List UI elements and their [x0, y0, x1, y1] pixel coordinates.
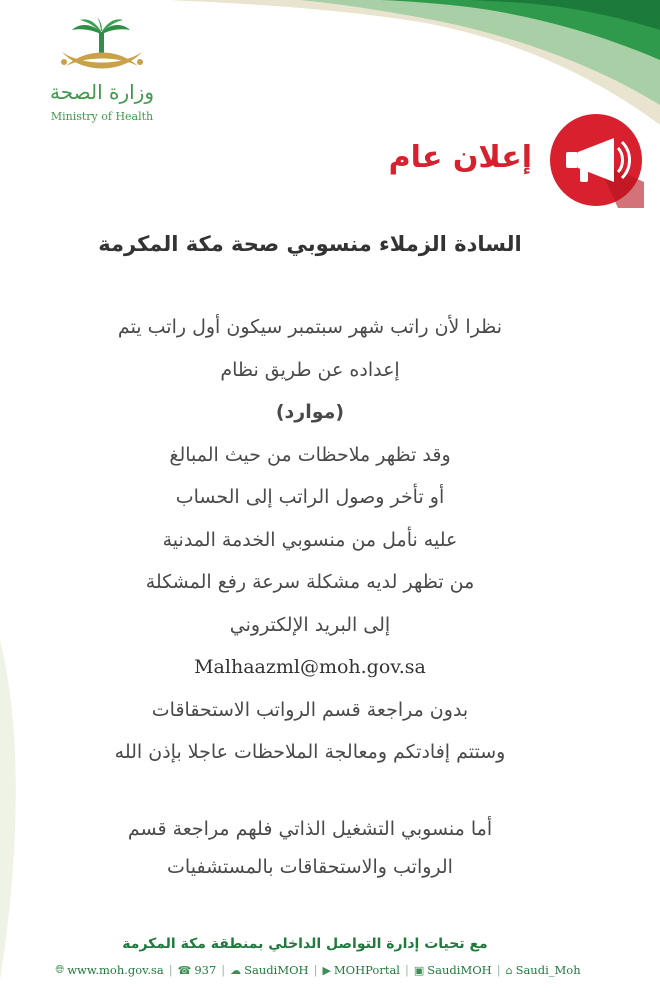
snapchat-label: Saudi_Moh	[515, 963, 581, 977]
closing-note	[0, 810, 620, 886]
body-line-8: إلى البريد الإلكتروني	[229, 613, 391, 636]
phone-icon: ☎	[177, 963, 192, 977]
youtube-label: MOHPortal	[333, 963, 400, 977]
announcement-body	[0, 306, 620, 774]
body-line-7: من تظهر لديه مشكلة سرعة رفع المشكلة	[145, 571, 475, 593]
phone-link[interactable]	[178, 963, 217, 977]
instagram-link[interactable]	[414, 963, 492, 977]
system-name: (موارد)	[275, 401, 345, 423]
divider: |	[496, 963, 501, 977]
body-line-2: إعداده عن طريق نظام	[220, 358, 400, 381]
snapchat-icon: ⌂	[505, 963, 513, 977]
closing-line-2: الرواتب والاستحقاقات بالمستشفيات	[167, 856, 453, 878]
website-label: www.moh.gov.sa	[67, 963, 164, 977]
logo-arabic-text: وزارة الصحة	[50, 80, 154, 104]
footer-title: مع تحيات إدارة التواصل الداخلي بمنطقة مكة المكرمة	[122, 936, 488, 952]
body-line-4: وقد تظهر ملاحظات من حيث المبالغ	[169, 443, 451, 466]
snapchat-link[interactable]	[506, 963, 581, 977]
divider: |	[168, 963, 173, 977]
contact-email[interactable]: Malhaazml@moh.gov.sa	[194, 656, 426, 678]
website-link[interactable]	[55, 963, 163, 977]
footer-links	[18, 960, 618, 980]
moh-logo	[42, 18, 162, 123]
divider: |	[405, 963, 409, 977]
closing-line-1: أما منسوبي التشغيل الذاتي فلهم مراجعة قسم	[127, 818, 493, 840]
instagram-icon: ▣	[413, 963, 425, 977]
divider: |	[313, 963, 318, 977]
logo-english-text: Ministry of Health	[50, 110, 154, 123]
phone-label: 937	[194, 963, 217, 977]
body-line-11: وستتم إفادتكم ومعالجة الملاحظات عاجلا بإذن الله	[114, 741, 506, 763]
body-line-1: نظرا لأن راتب شهر سبتمبر سيكون أول راتب يتم	[117, 316, 503, 338]
youtube-link[interactable]	[322, 963, 400, 977]
body-line-5: أو تأخر وصول الراتب إلى الحساب	[175, 486, 445, 508]
announcement-title: إعلان عام	[388, 140, 532, 175]
body-line-6: عليه نأمل من منسوبي الخدمة المدنية	[162, 528, 458, 551]
twitter-icon: ☁	[230, 963, 242, 977]
instagram-label: SaudiMOH	[427, 963, 492, 977]
greeting-heading: السادة الزملاء منسوبي صحة مكة المكرمة	[98, 232, 522, 256]
palm-swords-emblem-icon	[42, 18, 162, 80]
globe-icon: 🌐︎	[55, 963, 65, 976]
youtube-icon: ▶	[322, 963, 331, 977]
megaphone-icon	[548, 112, 644, 208]
body-line-10: بدون مراجعة قسم الرواتب الاستحقاقات	[151, 698, 469, 721]
twitter-link[interactable]	[230, 963, 308, 977]
twitter-label: SaudiMOH	[244, 963, 309, 977]
divider: |	[221, 963, 226, 977]
